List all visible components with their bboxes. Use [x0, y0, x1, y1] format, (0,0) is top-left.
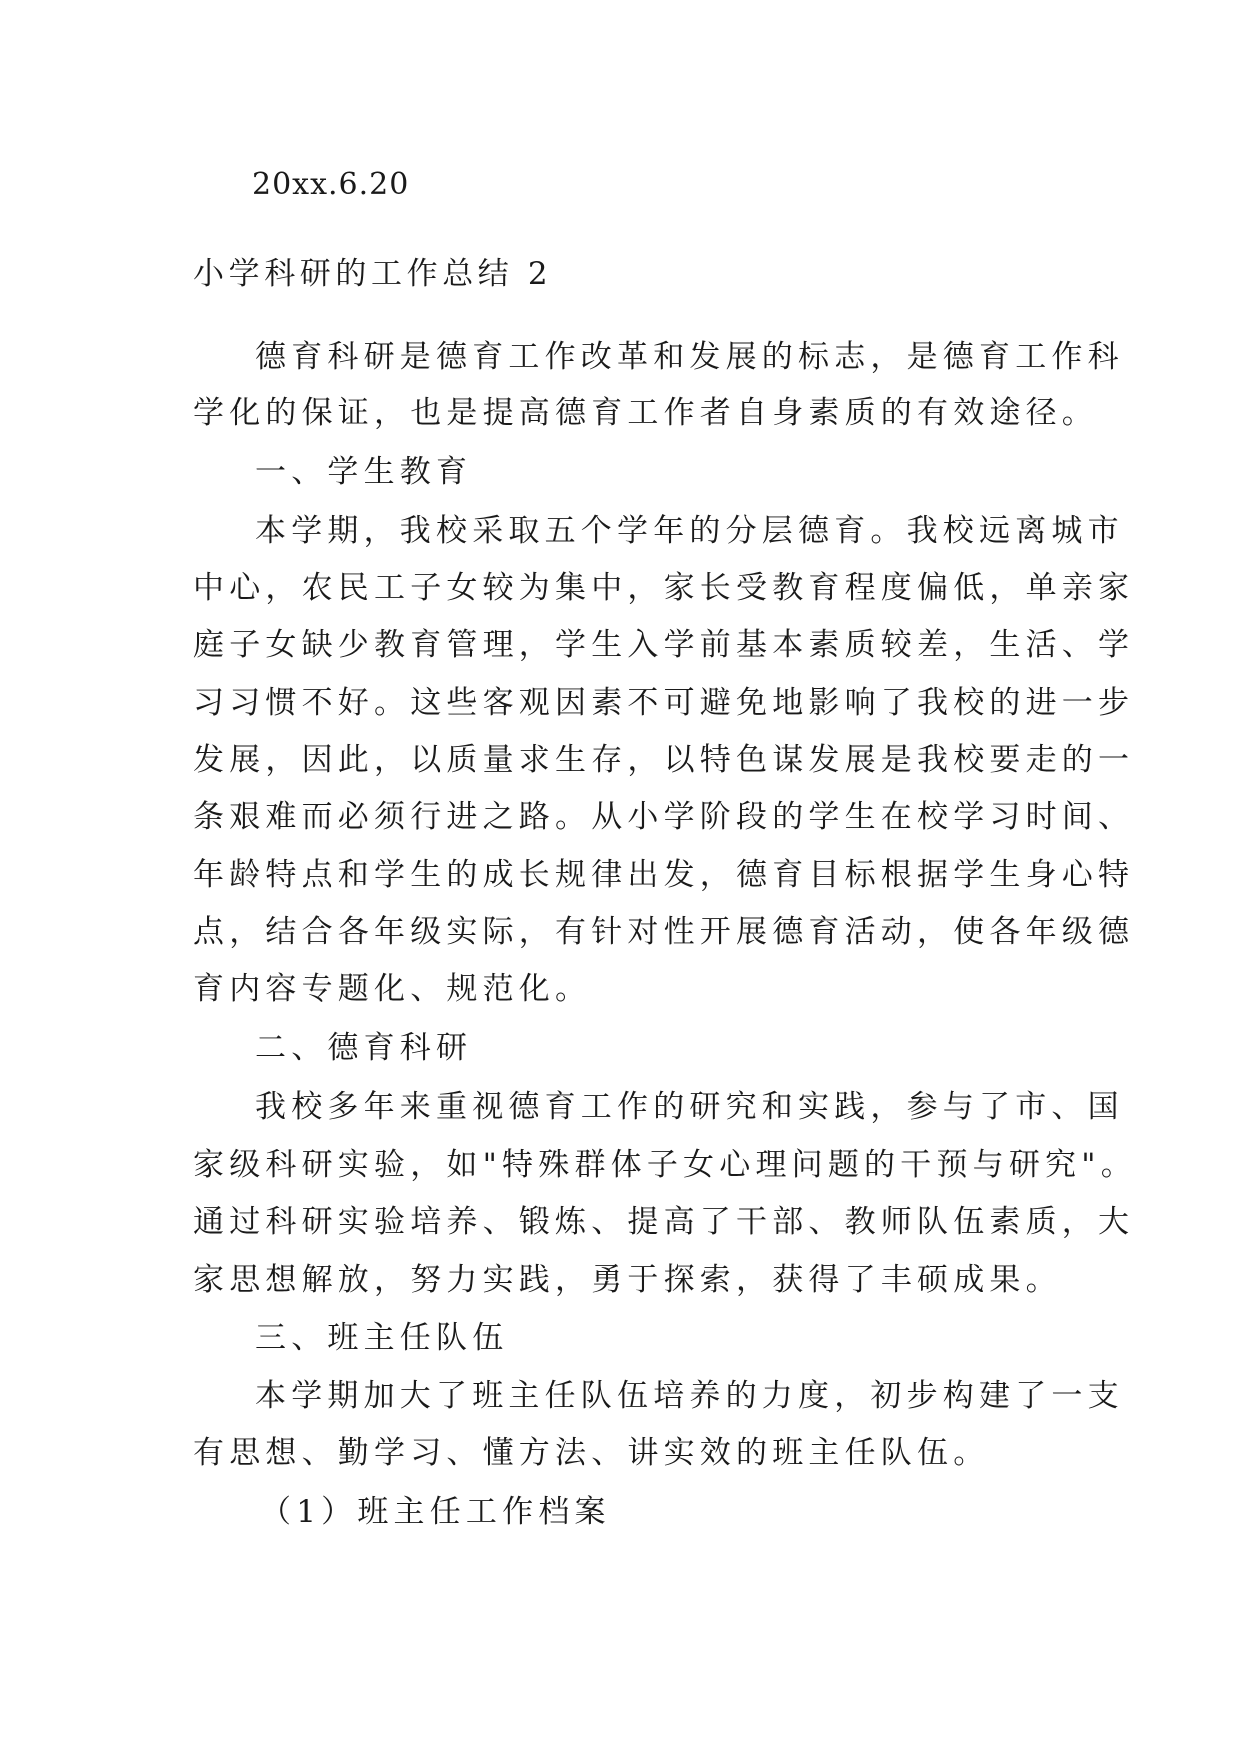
- paragraph-line: 本学期加大了班主任队伍培养的力度，初步构建了一支: [255, 1378, 1124, 1414]
- section-heading: 二、德育科研: [255, 1030, 473, 1066]
- paragraph-line: 年龄特点和学生的成长规律出发，德育目标根据学生身心特: [193, 857, 1135, 893]
- paragraph-line: 中心，农民工子女较为集中，家长受教育程度偏低，单亲家: [193, 570, 1135, 606]
- paragraph-line: 通过科研实验培养、锻炼、提高了干部、教师队伍素质，大: [193, 1204, 1135, 1240]
- paragraph-line: 学化的保证，也是提高德育工作者自身素质的有效途径。: [193, 395, 1098, 431]
- paragraph-line: 本学期，我校采取五个学年的分层德育。我校远离城市: [255, 513, 1124, 549]
- section-heading: 三、班主任队伍: [255, 1320, 509, 1356]
- paragraph-line: 育内容专题化、规范化。: [193, 971, 592, 1007]
- subsection-heading: （1）班主任工作档案: [260, 1494, 611, 1530]
- paragraph-line: 德育科研是德育工作改革和发展的标志，是德育工作科: [255, 339, 1124, 375]
- document-title: 小学科研的工作总结 2: [193, 256, 553, 292]
- paragraph-line: 我校多年来重视德育工作的研究和实践，参与了市、国: [255, 1089, 1124, 1125]
- section-heading: 一、学生教育: [255, 454, 473, 490]
- paragraph-line: 家思想解放，努力实践，勇于探索，获得了丰硕成果。: [193, 1262, 1062, 1298]
- paragraph-line: 条艰难而必须行进之路。从小学阶段的学生在校学习时间、: [193, 799, 1135, 835]
- date-line: 20xx.6.20: [252, 167, 410, 202]
- paragraph-line: 庭子女缺少教育管理，学生入学前基本素质较差，生活、学: [193, 627, 1135, 663]
- paragraph-line: 点，结合各年级实际，有针对性开展德育活动，使各年级德: [193, 914, 1135, 950]
- paragraph-line: 发展，因此，以质量求生存，以特色谋发展是我校要走的一: [193, 742, 1135, 778]
- paragraph-line: 习习惯不好。这些客观因素不可避免地影响了我校的进一步: [193, 685, 1135, 721]
- paragraph-line: 家级科研实验，如"特殊群体子女心理问题的干预与研究"。: [193, 1147, 1137, 1183]
- paragraph-line: 有思想、勤学习、懂方法、讲实效的班主任队伍。: [193, 1435, 990, 1471]
